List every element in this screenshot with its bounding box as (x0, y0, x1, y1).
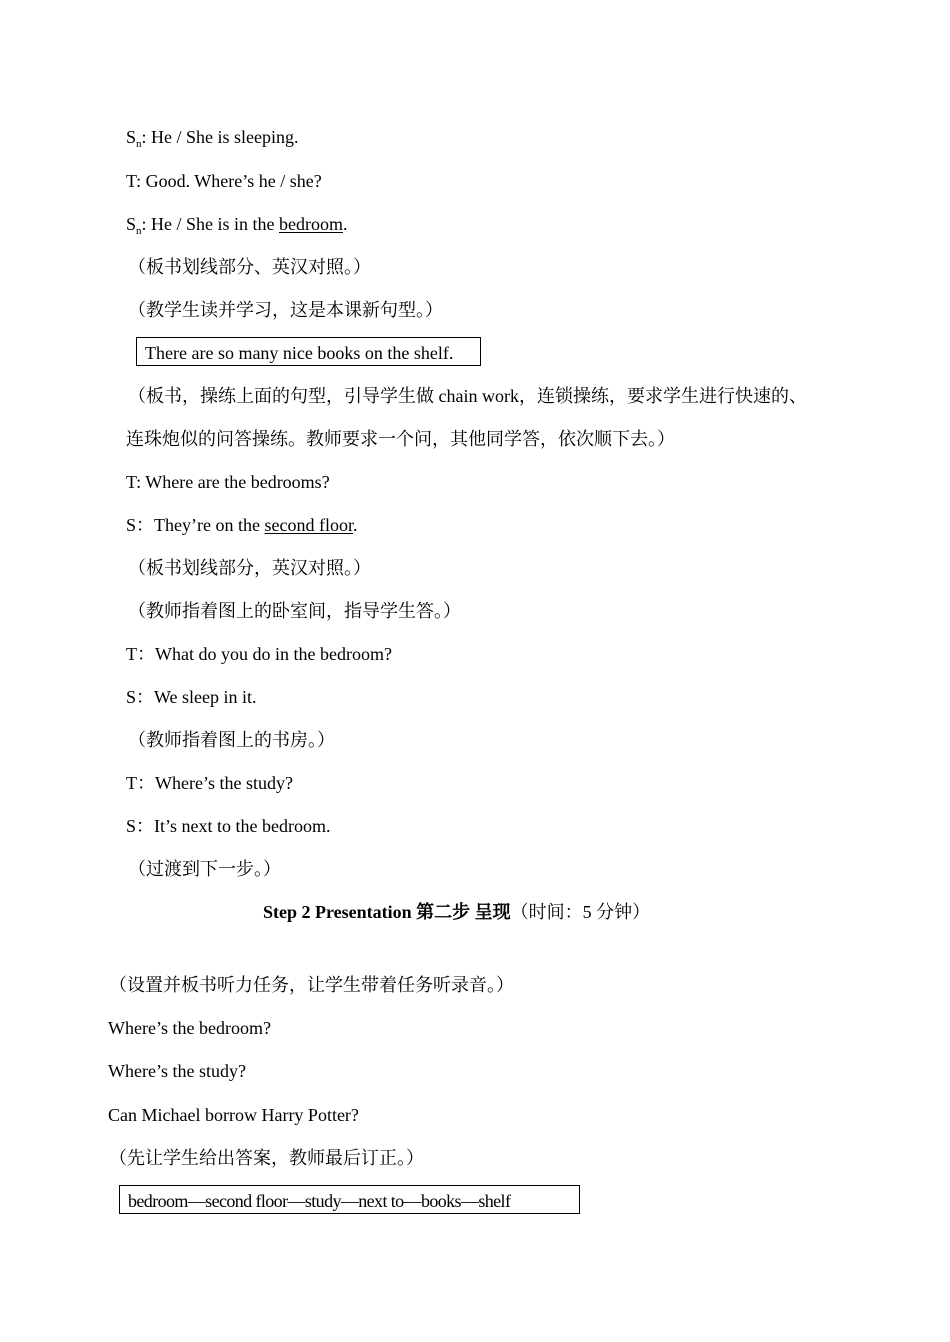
instruction-note: （过渡到下一步。） (128, 859, 281, 879)
dialogue-line: S：We sleep in it. (126, 687, 257, 707)
instruction-note: （教师指着图上的卧室间，指导学生答。） (128, 601, 461, 621)
step-heading: Step 2 Presentation 第二步 呈现（时间：5 分钟） (263, 902, 651, 922)
instruction-note: （设置并板书听力任务，让学生带着任务听录音。） (109, 975, 514, 995)
instruction-note: （板书划线部分、英汉对照。） (128, 257, 371, 277)
instruction-note: 连珠炮似的问答操练。教师要求一个问，其他同学答，依次顺下去。） (126, 429, 675, 449)
instruction-note: （教学生读并学习，这是本课新句型。） (128, 300, 443, 320)
dialogue-line: T：What do you do in the bedroom? (126, 644, 392, 664)
instruction-note: （板书划线部分，英汉对照。） (128, 558, 371, 578)
instruction-note: （板书，操练上面的句型，引导学生做 chain work，连锁操练，要求学生进行快速的、 (128, 386, 807, 406)
dialogue-line: T: Good. Where’s he / she? (126, 171, 322, 191)
listening-task: Can Michael borrow Harry Potter? (108, 1105, 359, 1125)
listening-task: Where’s the bedroom? (108, 1018, 271, 1038)
board-keywords-box: bedroom—second floor—study—next to—books—shelf (119, 1185, 580, 1214)
dialogue-line: $S_n$: He / She is sleeping. (126, 127, 299, 150)
dialogue-line: T：Where’s the study? (126, 773, 293, 793)
listening-task: Where’s the study? (108, 1061, 246, 1081)
dialogue-line: S：It’s next to the bedroom. (126, 816, 331, 836)
board-sentence-box: There are so many nice books on the shelf. (136, 337, 481, 366)
instruction-note: （先让学生给出答案，教师最后订正。） (109, 1148, 424, 1168)
dialogue-line: T: Where are the bedrooms? (126, 472, 330, 492)
dialogue-line: S：They’re on the second floor. (126, 515, 358, 535)
dialogue-line: $S_n$: He / She is in the bedroom. (126, 214, 348, 237)
instruction-note: （教师指着图上的书房。） (128, 730, 335, 750)
